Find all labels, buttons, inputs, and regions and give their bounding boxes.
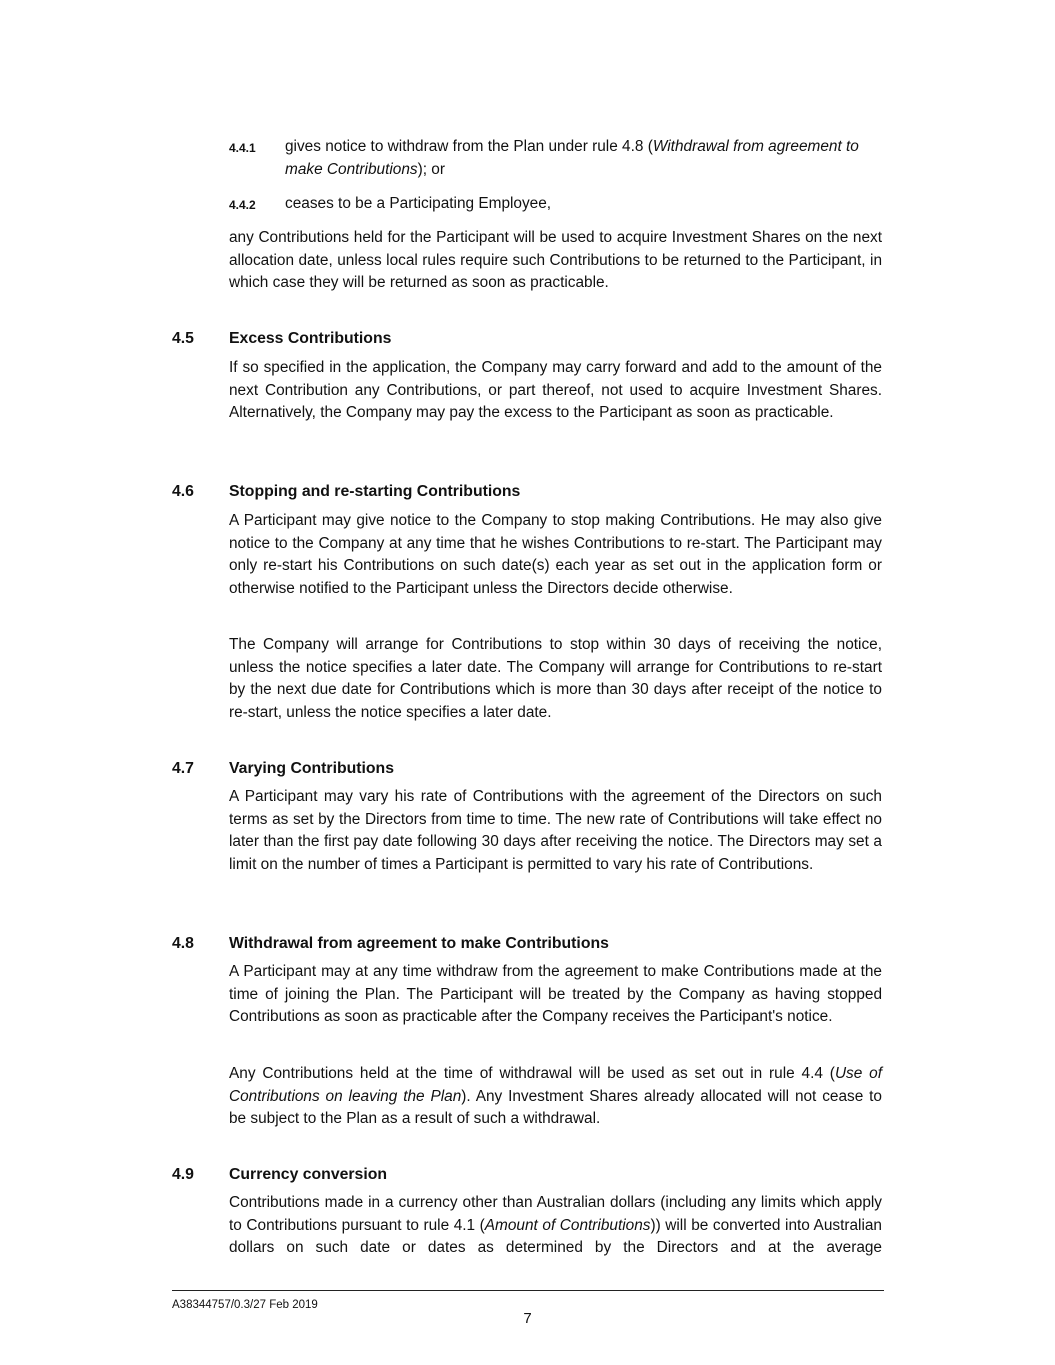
paragraph	[229, 1063, 882, 1131]
clause-number: 4.4.2	[229, 198, 256, 212]
clause-text: ceases to be a Participating Employee,	[285, 195, 552, 212]
paragraph: A Participant may vary his rate of Contributions with the agreement of the Directors on such terms as set by the Directors from time to time. The new rate of Contributions will take effect no later than the first pay date following 30 days after receiving the notice. The Directors may set a limit on the number of times a Participant is permitted to vary his rate of Contributions.	[229, 788, 882, 873]
cross-reference: Use of Contributions on leaving the Plan	[229, 1065, 882, 1105]
section-title: Currency conversion	[229, 1166, 388, 1183]
page-number: 7	[523, 1310, 532, 1327]
section-number: 4.7	[172, 760, 194, 777]
section-title: Withdrawal from agreement to make Contributions	[229, 935, 609, 952]
clause-4-4-paragraph: any Contributions held for the Participant will be used to acquire Investment Shares on the next allocation date, unless local rules require such Contributions to be returned to the Participant, in which case they will be returned as soon as practicable.	[229, 229, 882, 292]
footer-divider	[172, 1290, 884, 1291]
section-title: Excess Contributions	[229, 330, 392, 347]
clause-text	[285, 136, 882, 181]
section-number: 4.6	[172, 483, 194, 500]
text: Contributions made in a currency other than Australian dollars (including any limits which apply to Contributions pursuant to rule 4.1 (	[229, 1194, 882, 1234]
text: ). Any Investment Shares already allocated will not cease to be subject to the Plan as a result of such a withdrawal.	[229, 1087, 882, 1128]
clause-number: 4.4.1	[229, 141, 256, 155]
paragraph: The Company will arrange for Contributions to stop within 30 days of receiving the notice, unless the notice specifies a later date. The Company will arrange for Contributions to re-start by the next due date for Contributions which is more than 30 days after receipt of the notice to re-start, unless the notice specifies a later date.	[229, 636, 882, 721]
paragraph: If so specified in the application, the Company may carry forward and add to the amount of the next Contribution any Contributions, or part thereof, not used to acquire Investment Shares. Alternatively, the Company may pay the excess to the Participant as soon as practicable.	[229, 359, 882, 422]
section-number: 4.9	[172, 1166, 194, 1183]
paragraph: A Participant may at any time withdraw from the agreement to make Contributions made at the time of joining the Plan. The Participant will be treated by the Company as having stopped Contributions as soon as practicable after the Company receives the Participant's notice.	[229, 963, 882, 1026]
text: ); or	[417, 160, 445, 178]
section-number: 4.8	[172, 935, 194, 952]
cross-reference: Withdrawal from agreement to make Contributions	[285, 138, 859, 178]
clause-4-4-2	[229, 193, 882, 216]
text: gives notice to withdraw from the Plan under rule 4.8 (	[285, 138, 653, 155]
text: )) will be converted into Australian dollars on such date or dates as determined by the Directors and at the average	[229, 1216, 882, 1257]
section-title: Varying Contributions	[229, 760, 394, 777]
document-reference: A38344757/0.3/27 Feb 2019	[172, 1299, 318, 1311]
paragraph	[229, 1192, 882, 1260]
paragraph: A Participant may give notice to the Company to stop making Contributions. He may also give notice to the Company at any time that he wishes Contributions to re-start. The Participant may only re-start his Contributions on such date(s) each year as set out in the application form or otherwise notified to the Participant unless the Directors decide otherwise.	[229, 512, 882, 597]
text: Any Contributions held at the time of withdrawal will be used as set out in rule 4.4 (	[229, 1065, 835, 1082]
clause-4-4-1	[229, 136, 882, 181]
section-title: Stopping and re-starting Contributions	[229, 483, 521, 500]
cross-reference: Amount of Contributions	[484, 1216, 651, 1234]
section-number: 4.5	[172, 330, 194, 347]
